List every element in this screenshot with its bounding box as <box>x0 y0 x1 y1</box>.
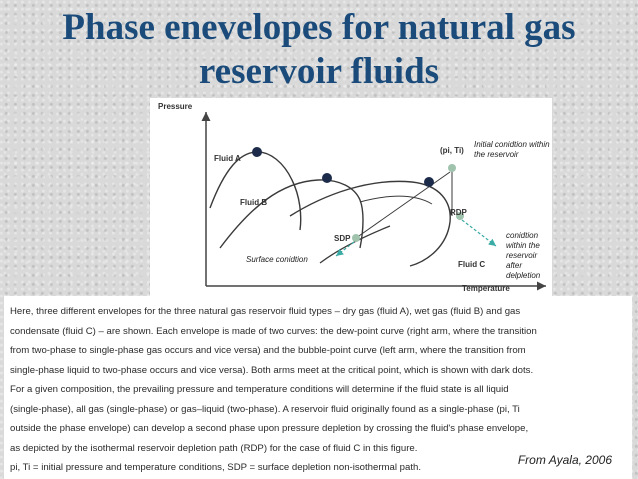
phase-envelope-diagram <box>150 98 552 296</box>
y-axis-label: Pressure <box>158 102 193 111</box>
depletion-annotation-line-2: reservoir after <box>506 251 538 270</box>
slide-title-line-1: Phase enevelopes for natural gas <box>62 7 576 48</box>
fluid-a-label: Fluid A <box>214 154 241 163</box>
sdp-point <box>352 234 360 242</box>
rdp-label: RDP <box>450 208 467 217</box>
phase-envelope-svg <box>150 98 552 296</box>
surface-condition-annotation: Surface conidtion <box>246 255 308 264</box>
slide-title-line-2: reservoir fluids <box>198 51 440 92</box>
fluid-a-envelope <box>210 152 301 230</box>
critical-point-b <box>322 173 332 183</box>
depletion-annotation-line-1: conidtion within the <box>506 231 540 250</box>
fluid-c-envelope <box>290 181 450 266</box>
critical-point-a <box>252 147 262 157</box>
description-line-9: pi, Ti = initial pressure and temperature conditions, SDP = surface depletion non-isothermal path. <box>10 462 421 473</box>
initial-condition-annotation <box>474 140 550 160</box>
description-line-7: outside the phase envelope) can develop a second phase upon pressure depletion by crossing the fluid's phase envelope, <box>10 423 529 434</box>
slide-title <box>0 6 638 94</box>
description-line-3: from two-phase to single-phase gas occurs and vice versa) and the bubble-point curve (left arm, where the transition from <box>10 345 526 356</box>
depletion-condition-annotation <box>506 231 552 281</box>
description-line-2: condensate (fluid C) – are shown. Each envelope is made of two curves: the dew-point curve (right arm, where the transition <box>10 325 537 337</box>
description-line-1: Here, three different envelopes for the three natural gas reservoir fluid types – dry gas (fluid A), wet gas (fluid B) and gas <box>10 306 521 317</box>
description-line-6: (single-phase), all gas (single-phase) or gas–liquid (two-phase). A reservoir fluid originally found as a single-phase (pi, Ti <box>10 403 520 415</box>
initial-annotation-line-1: Initial conidtion within <box>474 140 550 149</box>
depletion-annotation-line-3: delpletion <box>506 271 541 280</box>
initial-annotation-line-2: the reservoir <box>474 150 519 159</box>
quality-line <box>360 196 432 204</box>
description-line-4: single-phase liquid to two-phase occurs and vice versa). Both arms meet at the critical point, which is shown with dark dots. <box>10 364 534 376</box>
fluid-c-label: Fluid C <box>458 260 486 269</box>
description-panel <box>4 296 632 479</box>
critical-point-c <box>424 177 434 187</box>
initial-point <box>448 164 456 172</box>
sdp-curve <box>320 226 390 263</box>
x-axis-label: Temperature <box>462 284 510 293</box>
initial-point-label: (pi, Ti) <box>440 146 464 155</box>
sdp-label: SDP <box>334 234 351 243</box>
description-line-5: For a given composition, the prevailing pressure and temperature conditions will determine if the fluid state is all liquid <box>10 384 509 395</box>
description-line-8: as depicted by the isothermal reservoir depletion path (RDP) for the case of fluid C in this figure. <box>10 442 418 454</box>
depletion-arrow <box>462 220 496 246</box>
description-text <box>10 302 626 478</box>
source-citation: From Ayala, 2006 <box>517 453 612 467</box>
fluid-b-label: Fluid B <box>240 198 268 207</box>
